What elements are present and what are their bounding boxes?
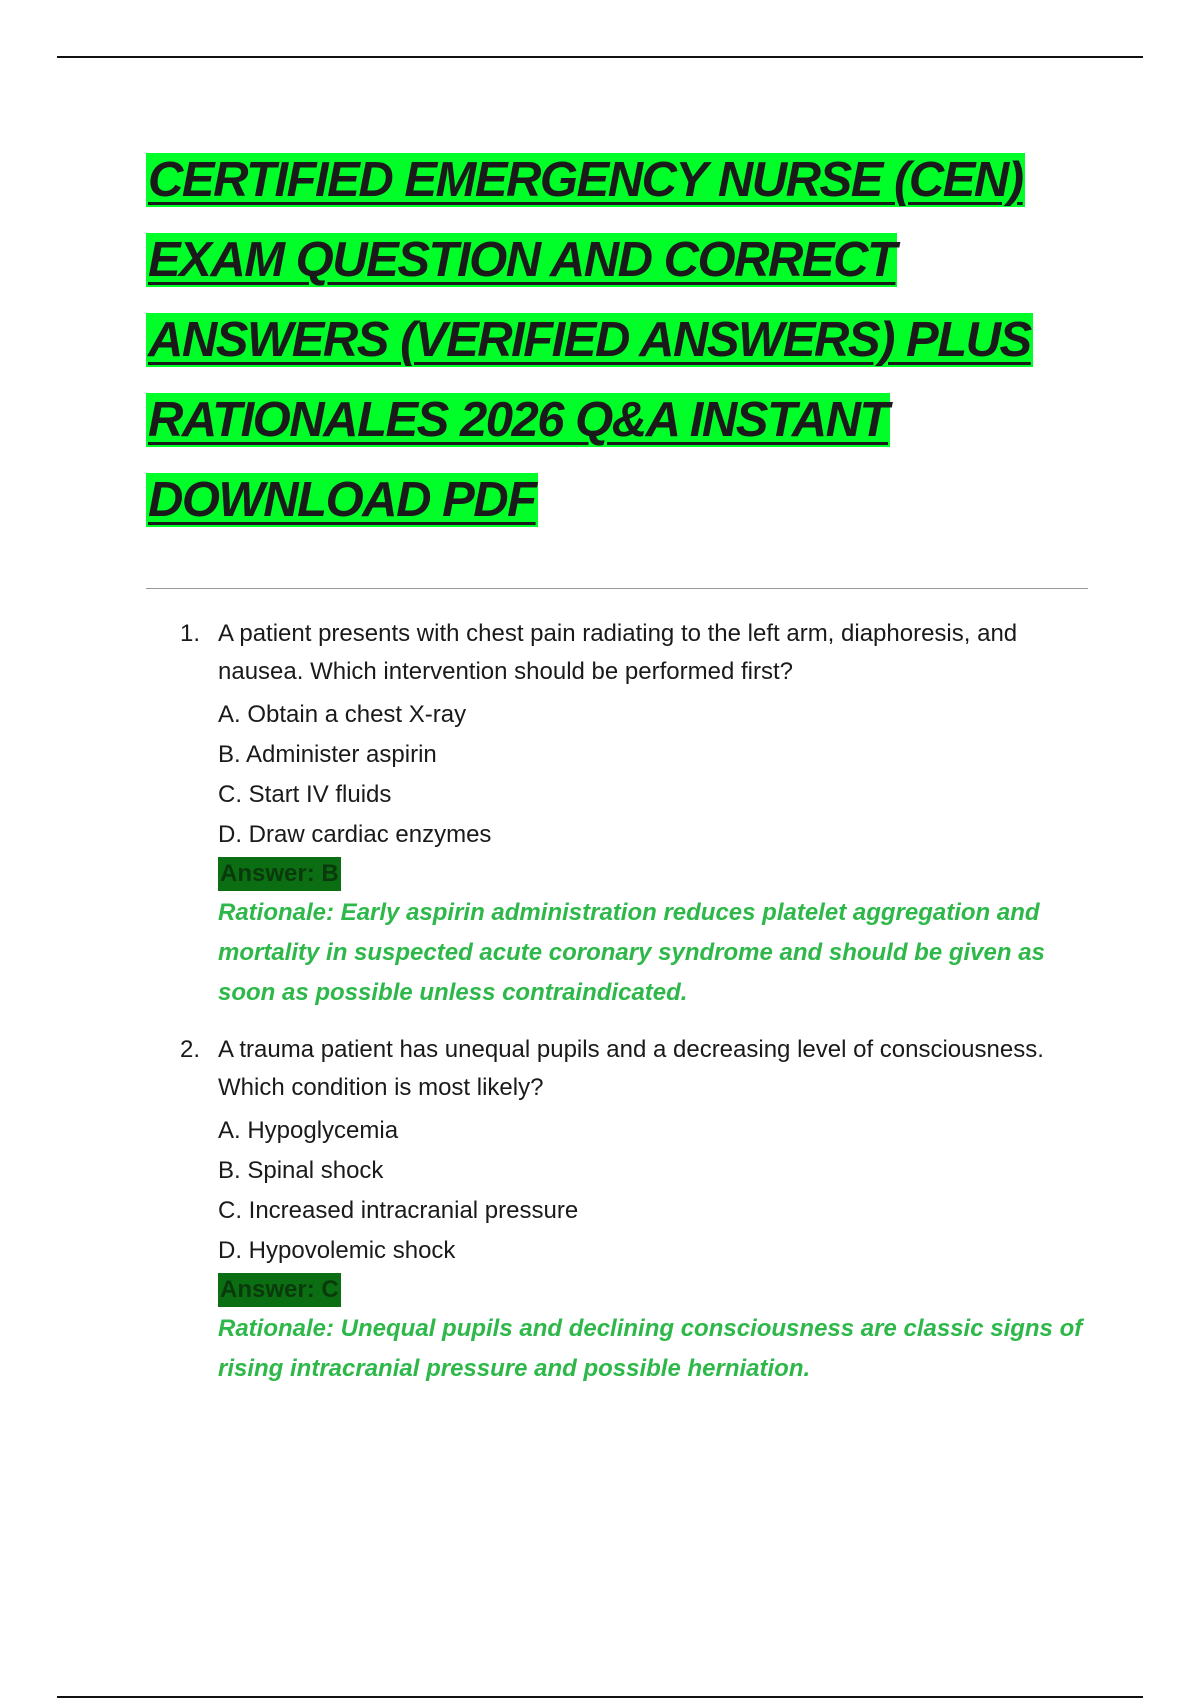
answer-option: B. Administer aspirin bbox=[218, 741, 437, 768]
answer-options bbox=[218, 1111, 1100, 1271]
rationale-text: Rationale: Early aspirin administration reduces platelet aggregation and mortality in suspected acute coronary syndrome and should be given as soon as possible unless contraindicated. bbox=[218, 899, 1045, 1006]
document-title-line: DOWNLOAD PDF bbox=[148, 473, 536, 527]
question-list bbox=[180, 615, 1100, 1407]
question-item bbox=[180, 1031, 1100, 1389]
question-number: 1. bbox=[180, 620, 201, 647]
question-item bbox=[180, 615, 1100, 1013]
correct-answer: Answer: C bbox=[218, 1273, 341, 1307]
document-title-line: EXAM QUESTION AND CORRECT bbox=[148, 233, 896, 287]
rationale-text: Rationale: Unequal pupils and declining consciousness are classic signs of rising intracranial pressure and possible herniation. bbox=[218, 1315, 1083, 1382]
page-bottom-rule bbox=[57, 1696, 1143, 1698]
answer-option: A. Hypoglycemia bbox=[218, 1117, 399, 1144]
answer-option: A. Obtain a chest X-ray bbox=[218, 701, 467, 728]
answer-option: D. Hypovolemic shock bbox=[218, 1237, 456, 1264]
answer-option: D. Draw cardiac enzymes bbox=[218, 821, 492, 848]
section-divider bbox=[146, 588, 1088, 589]
question-stem: A trauma patient has unequal pupils and a decreasing level of consciousness. Which condition is most likely? bbox=[218, 1036, 1044, 1101]
answer-option: C. Start IV fluids bbox=[218, 781, 392, 808]
answer-option: C. Increased intracranial pressure bbox=[218, 1197, 579, 1224]
document-title bbox=[146, 140, 1086, 540]
page-top-rule bbox=[57, 56, 1143, 58]
answer-options bbox=[218, 695, 1100, 855]
document-title-line: RATIONALES 2026 Q&A INSTANT bbox=[148, 393, 888, 447]
question-number: 2. bbox=[180, 1036, 201, 1063]
question-stem: A patient presents with chest pain radiating to the left arm, diaphoresis, and nausea. Which intervention should be performed first? bbox=[218, 620, 1018, 685]
correct-answer: Answer: B bbox=[218, 857, 341, 891]
document-title-line: ANSWERS (VERIFIED ANSWERS) PLUS bbox=[148, 313, 1031, 367]
answer-option: B. Spinal shock bbox=[218, 1157, 384, 1184]
document-title-line: CERTIFIED EMERGENCY NURSE (CEN) bbox=[148, 153, 1023, 207]
